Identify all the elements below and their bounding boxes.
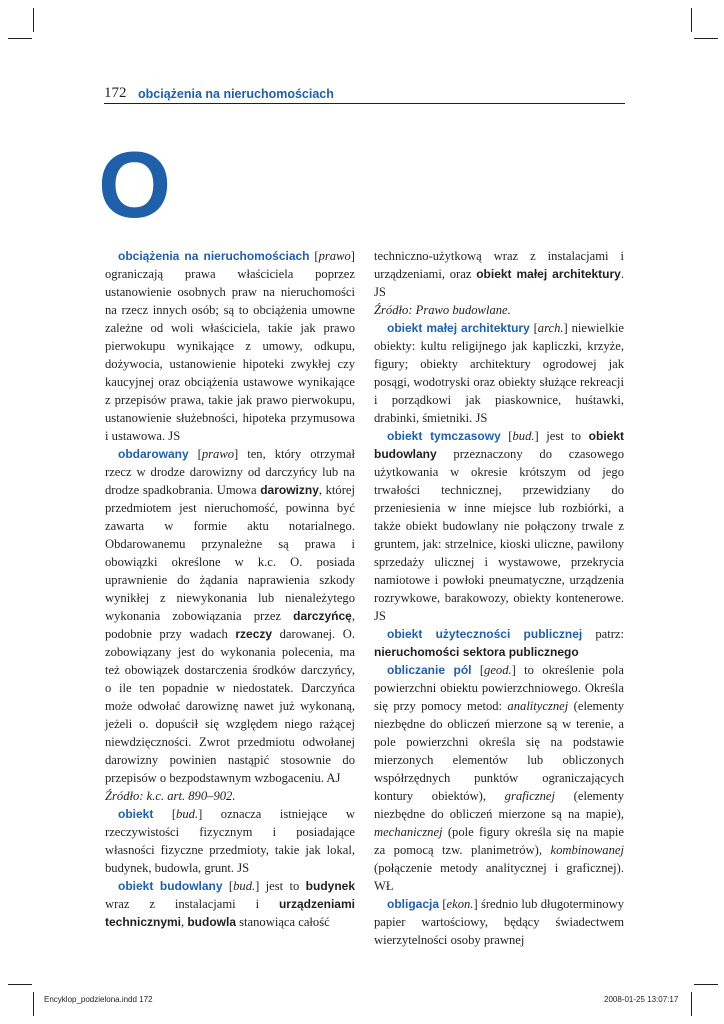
headword: obciążenia na nieruchomościach [118,249,310,263]
cross-reference: rzeczy [235,627,273,641]
headword: obiekt budowlany [118,879,223,893]
definition-text: przeznaczony do czasowego użytkowania w okresie krótszym od jego trwałości technicznej, przewidziany do przeniesienia w inne miejsce lub rozbiórki, a także obiekt budowlany nie połączony trwale z gruntem, jak: strzelnice, kioski uliczne, pawilony sprzedaży ulicznej i wystawowe, przekrycia namiotowe i powłoki pneumatyczne, urządzenia rozrywkowe, barakowozy, obiekty kontenerowe. JS [374,447,624,623]
cross-reference: nieruchomości sektora publicznego [374,645,579,659]
domain-label: geod. [484,663,512,677]
domain-label: arch. [537,321,564,335]
definition-text: stanowiąca całość [236,915,330,929]
definition-text: . JS [374,267,624,299]
definition-text: , której przedmiotem jest nieruchomość, powinna być zawarta w formie aktu notarialnego. Obdarowanemu przynależne są prawa i obowiązki określone w k.c. O. posiada uprawnienie do żądania naprawienia szkody wynikłej z niewykonania lub nienależytego wykonania zobowiązania przez [105,483,355,623]
cross-reference: darczyńcę [293,609,352,623]
headword: obiekt użyteczności publicznej [387,627,583,641]
definition-text: (elementy niezbędne do obliczeń mierzone są w terenie, a pole powierzchni określa się na podstawie mierzonych elementów lub obliczonych współrzędnych punktów ograniczających kontury obiektów), [374,699,625,803]
source-note: Źródło: k.c. art. 890–902. [105,789,236,803]
entry-obligacja: obligacja [ekon.] średnio lub długoterminowy papier wartościowy, będący świadectwem wierzytelności osoby prawnej [374,897,625,947]
cross-reference: darowizny [260,483,319,497]
source-note: Źródło: Prawo budowlane. [374,303,511,317]
crop-mark [8,984,32,985]
headword: obiekt małej architektury [387,321,530,335]
domain-label: bud. [512,429,535,443]
page-number: 172 [104,85,127,101]
domain-label: bud. [233,879,256,893]
domain-label: prawo [201,447,235,461]
running-header [104,85,625,105]
entry-obiekt-uzytecznosci-publicznej [374,625,624,661]
cross-reference: obiekt budowlany [374,429,624,461]
entry-obciazenia: obciążenia na nieruchomościach [prawo] ograniczają prawa właściciela poprzez ustanowienie osobnych praw na nieruchomości na rzecz innych osób; są to obciążenia umowne zależne od woli właściciela, takie jak prawo pierwokupu wynikające z umowy, odkupu, dożywocia, ustanowienie hipoteki zwykłej czy kaucyjnej oraz obciążenia ustawowe wynikające z przepisów prawa, takie jak prawo pierwokupu, ustanowienie służebności, hipoteka przymusowa i ustawowa. JS [105,249,355,443]
cross-reference: budowla [187,915,236,929]
headword: obiekt [118,807,154,821]
method-term: analitycznej [507,699,569,713]
entry-obdarowany: obdarowany [prawo] ten, który otrzymał rzecz w drodze darowizny od darczyńcy lub na drodze spadkobrania. Umowa darowizny, której przedmiotem jest nieruchomość, powinna być zawarta w formie aktu notarialnego. Obdarowanemu przynależne są prawa i obowiązki określone w k.c. O. posiada uprawnienie do żądania naprawienia szkody wynikłej z niewykonania lub nienależytego wykonania zobowiązania przez darczyńcę, podobnie przy wadach rzeczy darowanej. O. zobowiązany jest do wykonania polecenia, ma też obowiązek dostarczenia środków darczyńcy, o ile ten popadnie w niedostatek. Darczyńca może odwołać darowiznę nawet już wykonaną, jeżeli o. dopuścił się względem niego rażącej niewdzięczności. Zwrot przedmiotu odwołanej darowizny powinien nastąpić stosownie do przepisów o bezpodstawnym wzbogaceniu. AJ [105,447,355,785]
cross-reference: budynek [305,879,355,893]
left-column [105,247,355,931]
domain-label: bud. [176,807,199,821]
crop-mark [33,992,34,1016]
definition-text: ] jest to [255,879,306,893]
entry-obiekt: obiekt [bud.] oznacza istniejące w rzeczywistości fizycznym i posiadające własności fizyczne przedmioty, takie jak lokal, budynek, budowla, grunt. JS [105,807,355,875]
headword: obligacja [387,897,440,911]
method-term: mechanicznej [374,825,443,839]
print-file-info: Encyklop_podzielona.indd 172 [44,995,153,1004]
headword: obdarowany [118,447,189,461]
definition-text: ] oznacza istniejące w rzeczywistości fizycznym i posiadające własności fizyczne przedmioty, takie jak lokal, budynek, budowla, grunt. JS [105,807,355,875]
section-letter: O [98,132,172,237]
entry-obliczanie-pol: obliczanie pól [geod.] to określenie pola powierzchni obiektu powierzchniowego. Określa się przy pomocy metod: analitycznej (elementy niezbędne do obliczeń mierzone są w terenie, a pole powierzchni określa się na podstawie mierzonych elementów lub obliczonych współrzędnych punktów ograniczających kontury obiektów), graficznej (elementy niezbędne do obliczeń mierzone są na mapie), mechanicznej (pole figury określa się na mapie za pomocą tzw. planimetrów), kombinowanej (połączenie metody analitycznej i graficznej). WŁ [374,663,625,893]
domain-label: prawo [318,249,351,263]
crop-mark [691,8,692,32]
print-timestamp: 2008-01-25 13:07:17 [604,995,679,1004]
definition-text: (pole figury określa się na mapie za pomocą tzw. planimetrów), [374,825,624,857]
definition-text: ] to określenie pola powierzchni obiektu powierzchniowego. Określa się przy pomocy metod: [374,663,625,713]
entry-obiekt-malej-architektury: obiekt małej architektury [arch.] niewielkie obiekty: kultu religijnego jak kapliczki, krzyże, figury; obiekty architektury ogrodowej jak posągi, wodotryski oraz obiekty służące rekreacji i porządkowi jak piaskownice, huśtawki, drabinki, śmietniki. JS [374,321,625,425]
crop-mark [694,984,718,985]
definition-text: wraz z instalacjami i [105,897,279,911]
cross-reference: obiekt małej architektury [476,267,621,281]
crop-mark [694,38,718,39]
right-column [374,247,624,949]
definition-text: ] średnio lub długoterminowy papier wartościowy, będący świadectwem wierzytelności osoby prawnej [374,897,625,947]
crop-mark [8,38,32,39]
entry-obiekt-budowlany: obiekt budowlany [bud.] jest to budynek wraz z instalacjami i urządzeniami technicznymi, budowla stanowiąca całość [105,879,355,929]
crop-mark [691,992,692,1016]
definition-text: darowanej. O. zobowiązany jest do wykonania polecenia, ma też obowiązek dostarczenia środków darczyńcy, o ile ten popadnie w niedostatek. Darczyńca może odwołać darowiznę nawet już wykonaną, jeżeli o. dopuścił się względem niego rażącej niewdzięczności. Zwrot przedmiotu odwołanej darowizny powinien nastąpić stosownie do przepisów o bezpodstawnym wzbogaceniu. AJ [105,627,355,785]
headword: obiekt tymczasowy [387,429,501,443]
domain-label: ekon. [446,897,474,911]
definition-text: , [181,915,188,929]
entry-obiekt-tymczasowy: obiekt tymczasowy [bud.] jest to obiekt budowlany przeznaczony do czasowego użytkowania w okresie krótszym od jego trwałości technicznej, przewidziany do przeniesienia w inne miejsce lub rozbiórki, a także obiekt budowlany nie połączony trwale z gruntem, jak: strzelnice, kioski uliczne, pawilony sprzedaży ulicznej i wystawowe, przekrycia namiotowe i powłoki pneumatyczne, urządzenia rozrywkowe, barakowozy, obiekty kontenerowe. JS [374,429,624,623]
definition-text: ] ten, który otrzymał rzecz w drodze darowizny od darczyńcy lub na drodze spadkobrania. Umowa [105,447,355,497]
method-term: kombinowanej [550,843,624,857]
header-rule [104,103,625,104]
cross-reference: urządzeniami technicznymi [105,897,355,929]
running-title: obciążenia na nieruchomościach [138,87,334,101]
method-term: graficznej [504,789,556,803]
crop-mark [33,8,34,32]
definition-text: ] niewielkie obiekty: kultu religijnego jak kapliczki, krzyże, figury; obiekty architektury ogrodowej jak posągi, wodotryski oraz obiekty służące rekreacji i porządkowi jak piaskownice, huśtawki, drabinki, śmietniki. JS [374,321,625,425]
definition-text: ] jest to [534,429,589,443]
definition-text: ] ograniczają prawa właściciela poprzez ustanowienie osobnych praw na nieruchomości na rzecz innych osób; są to obciążenia umowne zależne od woli właściciela, takie jak prawo pierwokupu wynikające z umowy, odkupu, dożywocia, ustanowienie hipoteki zwykłej czy kaucyjnej oraz obciążenia ustawowe wynikające z przepisów prawa, takie jak prawo pierwokupu, ustanowienie służebności, hipoteka przymusowa i ustawowa. JS [105,249,355,443]
definition-text: (elementy niezbędne do obliczeń mierzone są na mapie), [374,789,625,821]
definition-text: (połączenie metody analitycznej i graficznej). WŁ [374,861,624,893]
definition-text: , podobnie przy wadach [105,609,355,641]
definition-text: patrz: [582,627,624,641]
headword: obliczanie pól [387,663,472,677]
entry-continuation [374,247,624,301]
definition-text: techniczno-użytkową wraz z instalacjami i urządzeniami, oraz [374,249,624,281]
